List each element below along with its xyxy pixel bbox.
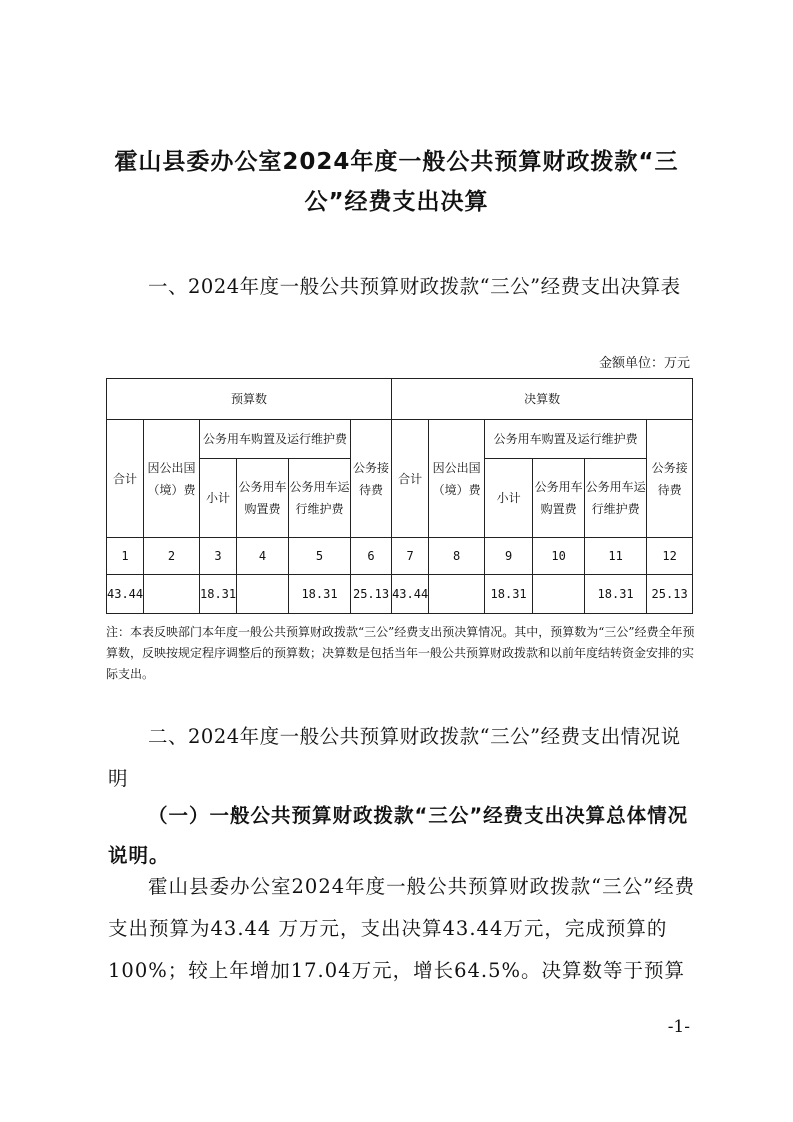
section2-heading: 二、2024年度一般公共预算财政拨款“三公”经费支出情况说明	[108, 725, 681, 790]
index-cell: 4	[237, 538, 289, 575]
value-row	[107, 575, 693, 614]
operation-label-line2: 行维护费	[591, 502, 640, 516]
value-cell: 18.31	[289, 575, 351, 614]
index-cell: 2	[144, 538, 200, 575]
value-cell	[429, 575, 485, 614]
value-cell: 18.31	[585, 575, 647, 614]
operation-label-line1: 公务用车运	[585, 480, 646, 494]
budget-total-header: 合计	[107, 420, 144, 538]
final-total-header: 合计	[392, 420, 429, 538]
table-note: 注：本表反映部门本年度一般公共预算财政拨款“三公”经费支出预决算情况。其中，预算数为“三公”经费全年预算数，反映按规定程序调整后的预算数；决算数是包括当年一般公共预算财政拨款和以前年度结转资金安排的实际支出。	[106, 625, 695, 681]
purchase-label-line2: 购置费	[244, 502, 281, 516]
index-cell: 7	[392, 538, 429, 575]
purchase-label-line2: 购置费	[540, 502, 577, 516]
value-cell: 43.44	[107, 575, 144, 614]
document-title	[100, 142, 693, 222]
travel-label-line2: （境）费	[432, 482, 481, 497]
title-line-1: 霍山县委办公室2024年度一般公共预算财政拨款“三	[114, 149, 679, 175]
purchase-label-line1: 公务用车	[238, 480, 287, 494]
value-cell	[533, 575, 585, 614]
index-cell: 9	[485, 538, 533, 575]
value-cell	[144, 575, 200, 614]
operation-label-line2: 行维护费	[295, 502, 344, 516]
subsection1-heading: （一）一般公共预算财政拨款“三公”经费支出决算总体情况说明。	[108, 804, 689, 867]
reception-label-line2: 待费	[657, 482, 682, 497]
index-cell: 1	[107, 538, 144, 575]
value-cell	[237, 575, 289, 614]
value-cell: 25.13	[647, 575, 693, 614]
budget-subtotal-header: 小计	[200, 459, 237, 538]
budget-reception-header	[351, 420, 392, 538]
final-subtotal-header: 小计	[485, 459, 533, 538]
value-cell: 18.31	[485, 575, 533, 614]
purchase-label-line1: 公务用车	[534, 480, 583, 494]
value-cell: 18.31	[200, 575, 237, 614]
unit-label: 金额单位：万元	[598, 356, 690, 371]
budget-vehicle-group-header: 公务用车购置及运行维护费	[200, 420, 351, 459]
final-reception-header	[647, 420, 693, 538]
reception-label-line1: 公务接	[353, 460, 390, 475]
value-cell: 25.13	[351, 575, 392, 614]
final-purchase-header	[533, 459, 585, 538]
index-cell: 5	[289, 538, 351, 575]
value-cell: 43.44	[392, 575, 429, 614]
section1-heading: 一、2024年度一般公共预算财政拨款“三公”经费支出决算表	[148, 275, 681, 298]
index-cell: 6	[351, 538, 392, 575]
final-operation-header	[585, 459, 647, 538]
index-cell: 10	[533, 538, 585, 575]
title-line-2: 公”经费支出决算	[304, 189, 489, 215]
budget-travel-header	[144, 420, 200, 538]
budget-operation-header	[289, 459, 351, 538]
index-row	[107, 538, 693, 575]
budget-purchase-header	[237, 459, 289, 538]
index-cell: 12	[647, 538, 693, 575]
final-vehicle-group-header: 公务用车购置及运行维护费	[485, 420, 647, 459]
page-number: -1-	[667, 1017, 690, 1037]
index-cell: 3	[200, 538, 237, 575]
three-public-expense-table	[106, 378, 693, 614]
operation-label-line1: 公务用车运	[289, 480, 350, 494]
budget-header: 预算数	[107, 379, 392, 420]
travel-label-line2: （境）费	[147, 482, 196, 497]
index-cell: 8	[429, 538, 485, 575]
index-cell: 11	[585, 538, 647, 575]
final-header: 决算数	[392, 379, 693, 420]
travel-label-line1: 因公出国	[147, 460, 196, 475]
body-paragraph: 霍山县委办公室2024年度一般公共预算财政拨款“三公”经费支出预算为43.44 万万元，支出决算43.44万元，完成预算的100%；较上年增加17.04万元，增长64.5%。决算数等于预算	[108, 875, 696, 982]
reception-label-line2: 待费	[359, 482, 384, 497]
final-travel-header	[429, 420, 485, 538]
reception-label-line1: 公务接	[651, 460, 688, 475]
travel-label-line1: 因公出国	[432, 460, 481, 475]
